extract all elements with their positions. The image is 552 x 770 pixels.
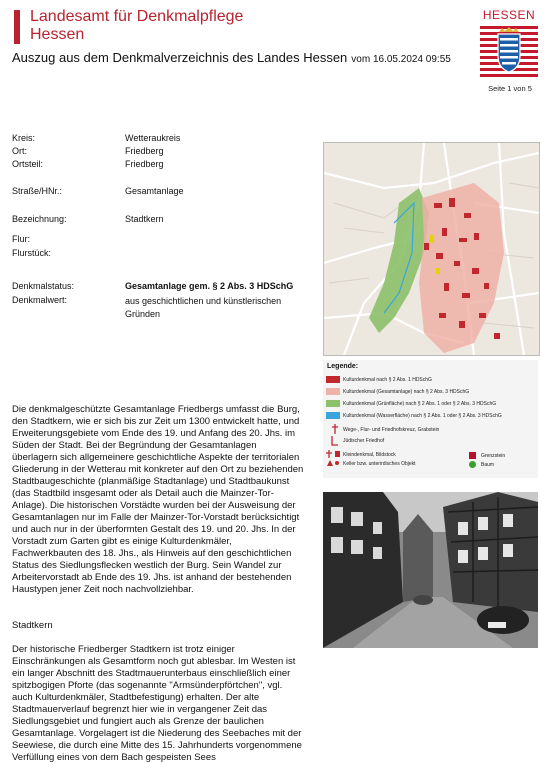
- hessen-wordmark: HESSEN: [482, 8, 536, 22]
- legend-label-kulturdenkmal: Kulturdenkmal nach § 2 Abs. 1 HDSchG: [343, 377, 432, 383]
- field-value-denkmalwert: aus geschichtlichen und künstlerischen Gründen: [125, 296, 282, 319]
- field-value-strasse: Gesamtanlage: [125, 186, 184, 196]
- field-label-denkmalwert: Denkmalwert:: [12, 295, 68, 305]
- field-label-ortsteil: Ortsteil:: [12, 159, 44, 169]
- field-label-kreis: Kreis:: [12, 133, 36, 143]
- cross-icon: [331, 424, 339, 434]
- document-title: [12, 50, 451, 65]
- legend-label-grenzstein: Grenzstein: [481, 453, 506, 459]
- field-value-bezeichnung: Stadtkern: [125, 214, 164, 224]
- field-value-ort: Friedberg: [125, 146, 164, 156]
- field-label-strasse: Straße/HNr.:: [12, 186, 63, 196]
- field-label-flur: Flur:: [12, 234, 30, 244]
- field-value-ortsteil: Friedberg: [125, 159, 164, 169]
- body-paragraph-stadtkern: Der historische Friedberger Stadtkern ist trotz einiger Einschränkungen als Gesamtform noch gut ablesbar. Im Westen ist ein langer Abschnitt des Stadtmauerunterbaus einschließlich einer spitzbogigen Pforte (das sogenannte "Armsünderpförtchen", vgl. auch Kulturdenkmäler, Stadtbefestigung) erhalten. Der alte Stadtmauerverlauf begrenzt hier wie in vergangener Zeit das Siedlungsgebiet und fungiert auch als Grenze der baulichen Gesamtanlage. Vorgelagert ist die Niederung des Seebaches mit der Seewiese, die durch eine Mitte des 15. Jahrhunderts vorgenommene Verfüllung eines von dem Bach gespeisten Sees: [12, 644, 302, 763]
- legend-swatch-gruenflaeche: [326, 400, 340, 407]
- map-graphic: [324, 143, 539, 355]
- field-label-bezeichnung: Bezeichnung:: [12, 214, 67, 224]
- street-photo: [323, 492, 538, 648]
- boundary-stone-icon: [469, 452, 476, 459]
- page-indicator: Seite 1 von 5: [488, 84, 532, 93]
- field-label-ort: Ort:: [12, 146, 27, 156]
- field-label-denkmalstatus: Denkmalstatus:: [12, 281, 75, 291]
- office-name-line1: Landesamt für Denkmalpflege: [30, 8, 244, 25]
- legend-label-wasserflaeche: Kulturdenkmal (Wasserfläche) nach § 2 Abs. 1 oder § 2 Abs. 3 HDSchG: [343, 413, 502, 419]
- legend-title: Legende:: [327, 363, 359, 370]
- legend-label-gesamtanlage: Kulturdenkmal (Gesamtanlage) nach § 2 Abs. 3 HDSchG: [343, 389, 470, 395]
- street-photo-graphic: [323, 492, 538, 648]
- location-map[interactable]: [323, 142, 540, 356]
- cemetery-icon: [331, 436, 339, 446]
- office-name-line2: Hessen: [30, 26, 85, 43]
- field-value-kreis: Wetteraukreis: [125, 133, 181, 143]
- cellar-icon: [325, 459, 341, 467]
- office-logo-text: [30, 8, 243, 44]
- legend-label-wege: Wege-, Flur- und Friedhofskreuz, Grabstein: [343, 427, 440, 433]
- document-title-text: Auszug aus dem Denkmalverzeichnis des Landes Hessen: [12, 50, 348, 65]
- legend-label-gruenflaeche: Kulturdenkmal (Grünfläche) nach § 2 Abs. 1 oder § 2 Abs. 3 HDSchG: [343, 401, 497, 407]
- legend-label-baum: Baum: [481, 462, 495, 468]
- field-value-denkmalstatus: Gesamtanlage gem. § 2 Abs. 3 HDSchG: [125, 281, 294, 291]
- logo-bar: [14, 10, 20, 44]
- legend-swatch-gesamtanlage: [326, 388, 340, 395]
- shrine-icon: [325, 450, 341, 458]
- tree-icon: [469, 461, 476, 468]
- legend-label-keller: Keller bzw. unterirdisches Objekt: [343, 461, 416, 467]
- legend-label-juedisch: Jüdischer Friedhof: [343, 438, 385, 444]
- body-heading-stadtkern: Stadtkern: [12, 620, 53, 631]
- field-label-flurstueck: Flurstück:: [12, 248, 52, 258]
- document-date: vom 16.05.2024 09:55: [351, 54, 451, 65]
- map-legend: [323, 360, 538, 478]
- body-paragraph-gesamtanlage: Die denkmalgeschützte Gesamtanlage Friedbergs umfasst die Burg, den Stadtkern, wie er sich bis zur Zeit um 1300 entwickelt hatte, und Erweiterungsgebiete vom Ende des 19. und Anfang des 20. Jhs. im Süden der Stadt. Bei der Begründung der Gesamtanlagen überlagern sich allgemeinere geschichtliche Aspekte der territorialen Gliederung in der Wetterau mit konkreter auf den Ort zu beziehenden Stadtbaugeschichte (planmäßige Stadtanlage) und Stadtbaukunst (das Stadtbild insgesamt oder als Detail auch die Mainzer-Tor-Anlage). Die historischen Vorstädte wurden bei der Ausweisung der Gesamtanlagen nur im Falle der Mainzer-Tor-Vorstadt berücksichtigt und auch nur in der überformten Gestalt des 19. und 20. Jhs. In der Vorstadt zum Garten gibt es einige Kulturdenkmäler, Fachwerkbauten des 18. Jhs., als Hinweis auf den geschichtlichen Status des Siedlungsflecken westlich der Burg. Sein Wandel zur Arbeitervorstadt ab Ende des 19. Jhs. ist anhand der bestehenden Haustypen jener Zeit noch nachvollziehbar.: [12, 404, 304, 595]
- legend-swatch-kulturdenkmal: [326, 376, 340, 383]
- legend-swatch-wasserflaeche: [326, 412, 340, 419]
- hessen-crest-icon: [480, 26, 538, 78]
- legend-label-kleindenkmal: Kleindenkmal, Bildstock: [343, 452, 396, 458]
